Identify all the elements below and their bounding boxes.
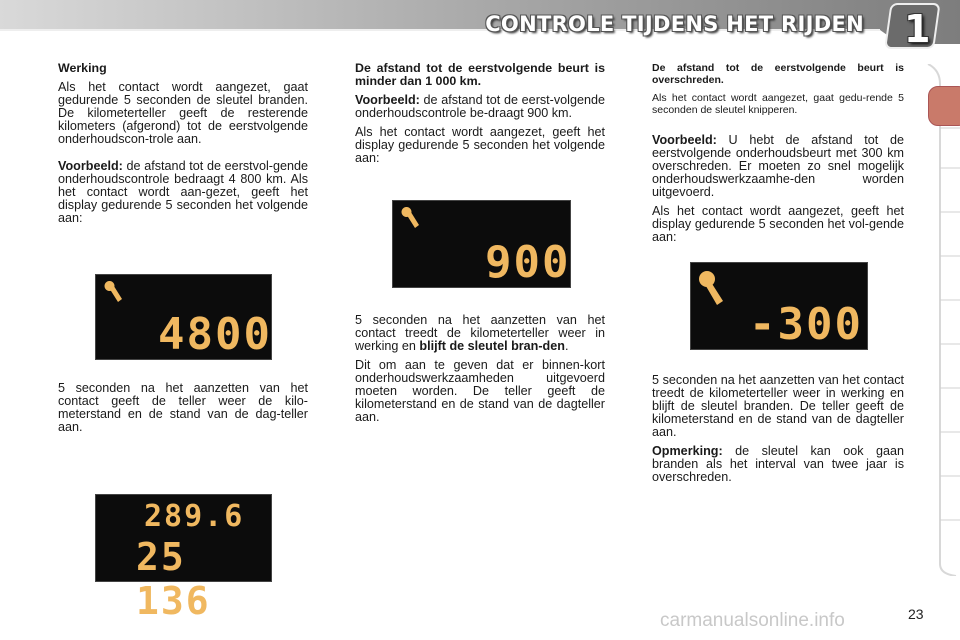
col3-paragraph-1: Als het contact wordt aangezet, gaat gedu-rende 5 seconden de sleutel knipperen.	[652, 92, 904, 116]
col3-example-label: Voorbeeld:	[652, 133, 717, 147]
col2-paragraph-2	[355, 314, 605, 353]
trip-value: 289.6	[144, 499, 245, 534]
column-3-lower	[652, 374, 904, 490]
page-title: CONTROLE TIJDENS HET RIJDEN	[485, 12, 864, 36]
col2-example	[355, 94, 605, 120]
page-header	[0, 0, 960, 52]
display-value: -300	[749, 299, 863, 350]
col1-example	[58, 160, 308, 225]
column-1	[58, 62, 308, 231]
footer-watermark: carmanualsonline.info	[660, 610, 845, 631]
col1-example-text: de afstand tot de eerstvol-gende onderhoudscontrole bedraagt 4 800 km. Als het contact wordt aan-gezet, geeft het display gedurende 5 seconden het volgende aan:	[58, 159, 308, 225]
chapter-tab-active[interactable]	[928, 86, 960, 126]
odometer-display-trip	[95, 494, 272, 623]
odometer-display-minus-300	[690, 262, 868, 350]
odometer-value: 25 136	[136, 535, 211, 623]
column-1-lower	[58, 382, 308, 440]
col2-example-label: Voorbeeld:	[355, 93, 420, 107]
page-number: 23	[908, 606, 924, 622]
column-2-lower	[355, 314, 605, 430]
display-value: 900	[485, 237, 571, 288]
col2-paragraph-1: Als het contact wordt aangezet, geeft het display gedurende 5 seconden het volgende aan:	[355, 125, 605, 165]
col1-paragraph-2: 5 seconden na het aanzetten van het contact geeft de teller weer de kilo-meterstand en de stand van de dag-teller aan.	[58, 381, 308, 434]
chapter-number: 1	[904, 7, 931, 51]
col2-heading: De afstand tot de eerstvolgende beurt is minder dan 1 000 km.	[355, 61, 605, 88]
col2-p2-text: 5 seconden na het aanzetten van het contact treedt de kilometerteller weer in werking en	[355, 313, 605, 353]
odometer-display-4800	[95, 274, 272, 360]
col3-example	[652, 134, 904, 199]
col3-note	[652, 445, 904, 484]
col2-paragraph-3: Dit om aan te geven dat er binnen-kort onderhoudswerkzaamheden uitgevoerd moeten worden. De teller geeft de kilometerstand en de stand van de dagteller aan.	[355, 358, 605, 424]
col3-paragraph-2: Als het contact wordt aangezet, geeft het display gedurende 5 seconden het vol-gende aan:	[652, 204, 904, 244]
col1-example-label: Voorbeeld:	[58, 159, 123, 173]
col2-example-text: de afstand tot de eerst-volgende onderhoudscontrole be-draagt 900 km.	[355, 93, 605, 120]
col3-note-text: de sleutel kan ook gaan branden als het interval van twee jaar is overschreden.	[652, 444, 904, 484]
chapter-tab-bar	[926, 64, 960, 576]
col3-heading: De afstand tot de eerstvolgende beurt is overschreden.	[652, 62, 904, 86]
column-3	[652, 62, 904, 250]
col2-p2-end: .	[564, 339, 569, 353]
odometer-display-900	[392, 200, 571, 288]
display-value: 4800	[158, 309, 272, 360]
col3-example-text: U hebt de afstand tot de eerstvolgende onderhoudsbeurt met 300 km overschreden. Er moeten zo snel mogelijk onderhoudswerkzaamhe-den worden uitgevoerd.	[652, 133, 904, 199]
col2-p2-bold: blijft de sleutel bran-den	[419, 339, 565, 353]
col1-heading: Werking	[58, 61, 107, 75]
col3-paragraph-3: 5 seconden na het aanzetten van het contact treedt de kilometerteller weer in werking en blijft de sleutel branden. De teller geeft de kilometerstand en de stand van de dagteller aan.	[652, 373, 904, 439]
col3-note-label: Opmerking:	[652, 444, 723, 458]
column-2	[355, 62, 605, 171]
col1-paragraph-1: Als het contact wordt aangezet, gaat gedurende 5 seconden de sleutel branden. De kilometerteller geeft de resterende kilometers (afgerond) tot de eerstvolgende onderhoudscon-trole aan.	[58, 80, 308, 146]
